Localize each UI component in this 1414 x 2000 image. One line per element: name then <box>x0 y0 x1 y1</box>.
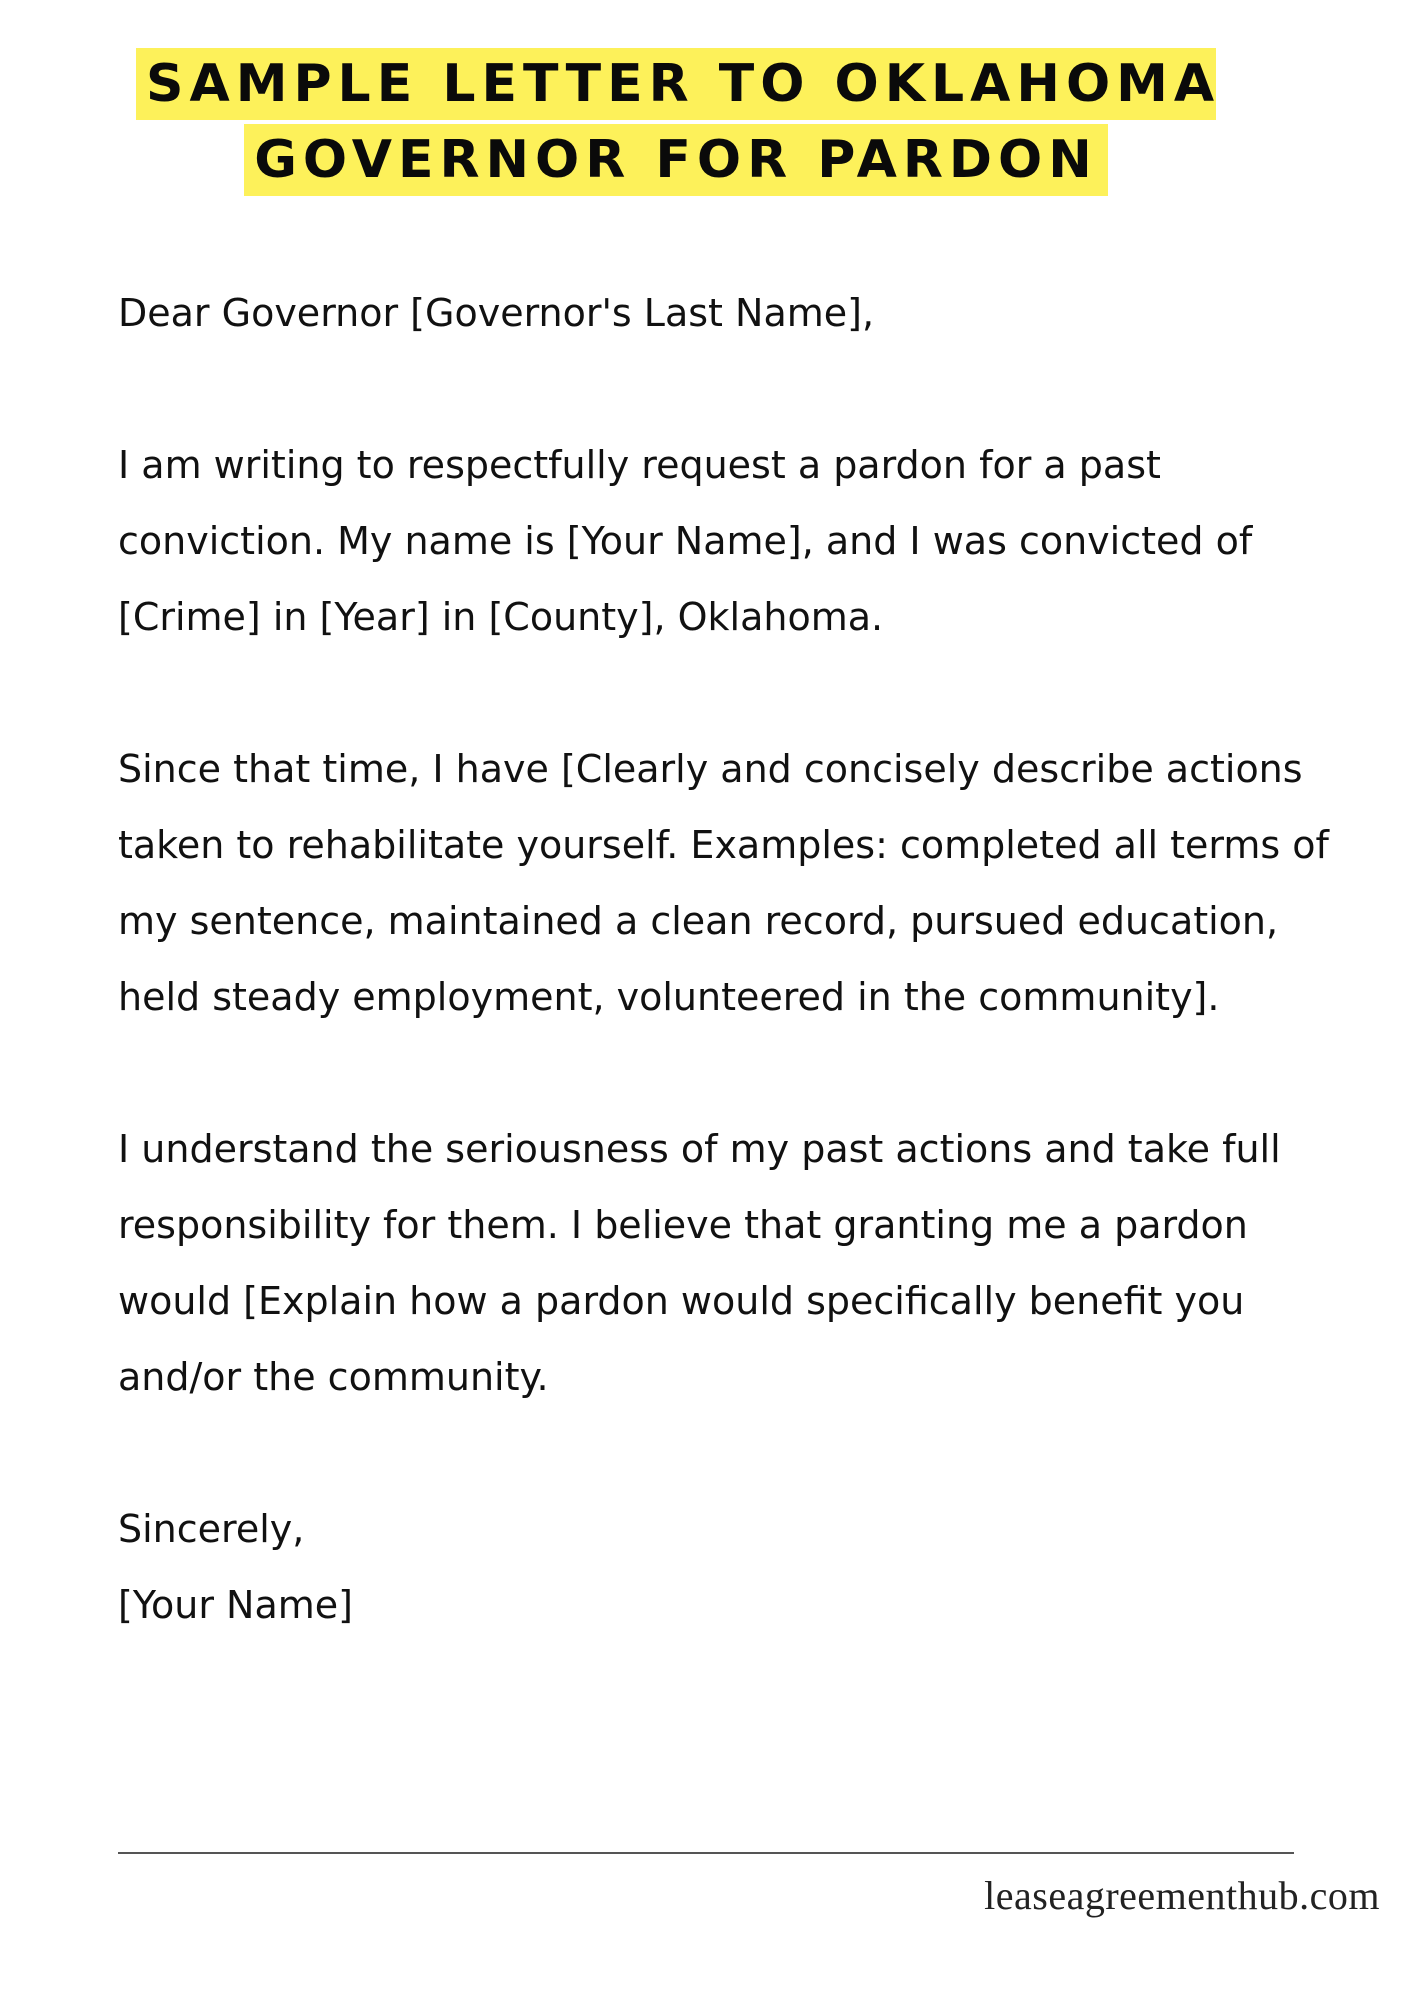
title-line-2: GOVERNOR FOR PARDON <box>244 124 1108 196</box>
signature: [Your Name] <box>118 1583 353 1627</box>
paragraph-responsibility: I understand the seriousness of my past actions and take full responsibility for them. I believe that granting me a pardon would [Explain how a pardon would specifically benefit you and/or the community. <box>118 1127 1281 1399</box>
paragraph-intro: I am writing to respectfully request a pardon for a past conviction. My name is [Your Name], and I was convicted of [Crime] in [Year] in [County], Oklahoma. <box>118 443 1253 639</box>
paragraph-rehabilitation: Since that time, I have [Clearly and concisely describe actions taken to rehabilitate yourself. Examples: completed all terms of my sentence, maintained a clean record, pursued education, held steady employment, volunteered in the community]. <box>118 747 1329 1019</box>
footer-divider <box>118 1852 1294 1854</box>
closing: Sincerely, <box>118 1507 305 1551</box>
footer-brand: leaseagreementhub.com <box>984 1873 1380 1918</box>
title-line-1: SAMPLE LETTER TO OKLAHOMA <box>136 48 1216 120</box>
salutation: Dear Governor [Governor's Last Name], <box>118 291 875 335</box>
letter-body <box>118 275 1348 1643</box>
